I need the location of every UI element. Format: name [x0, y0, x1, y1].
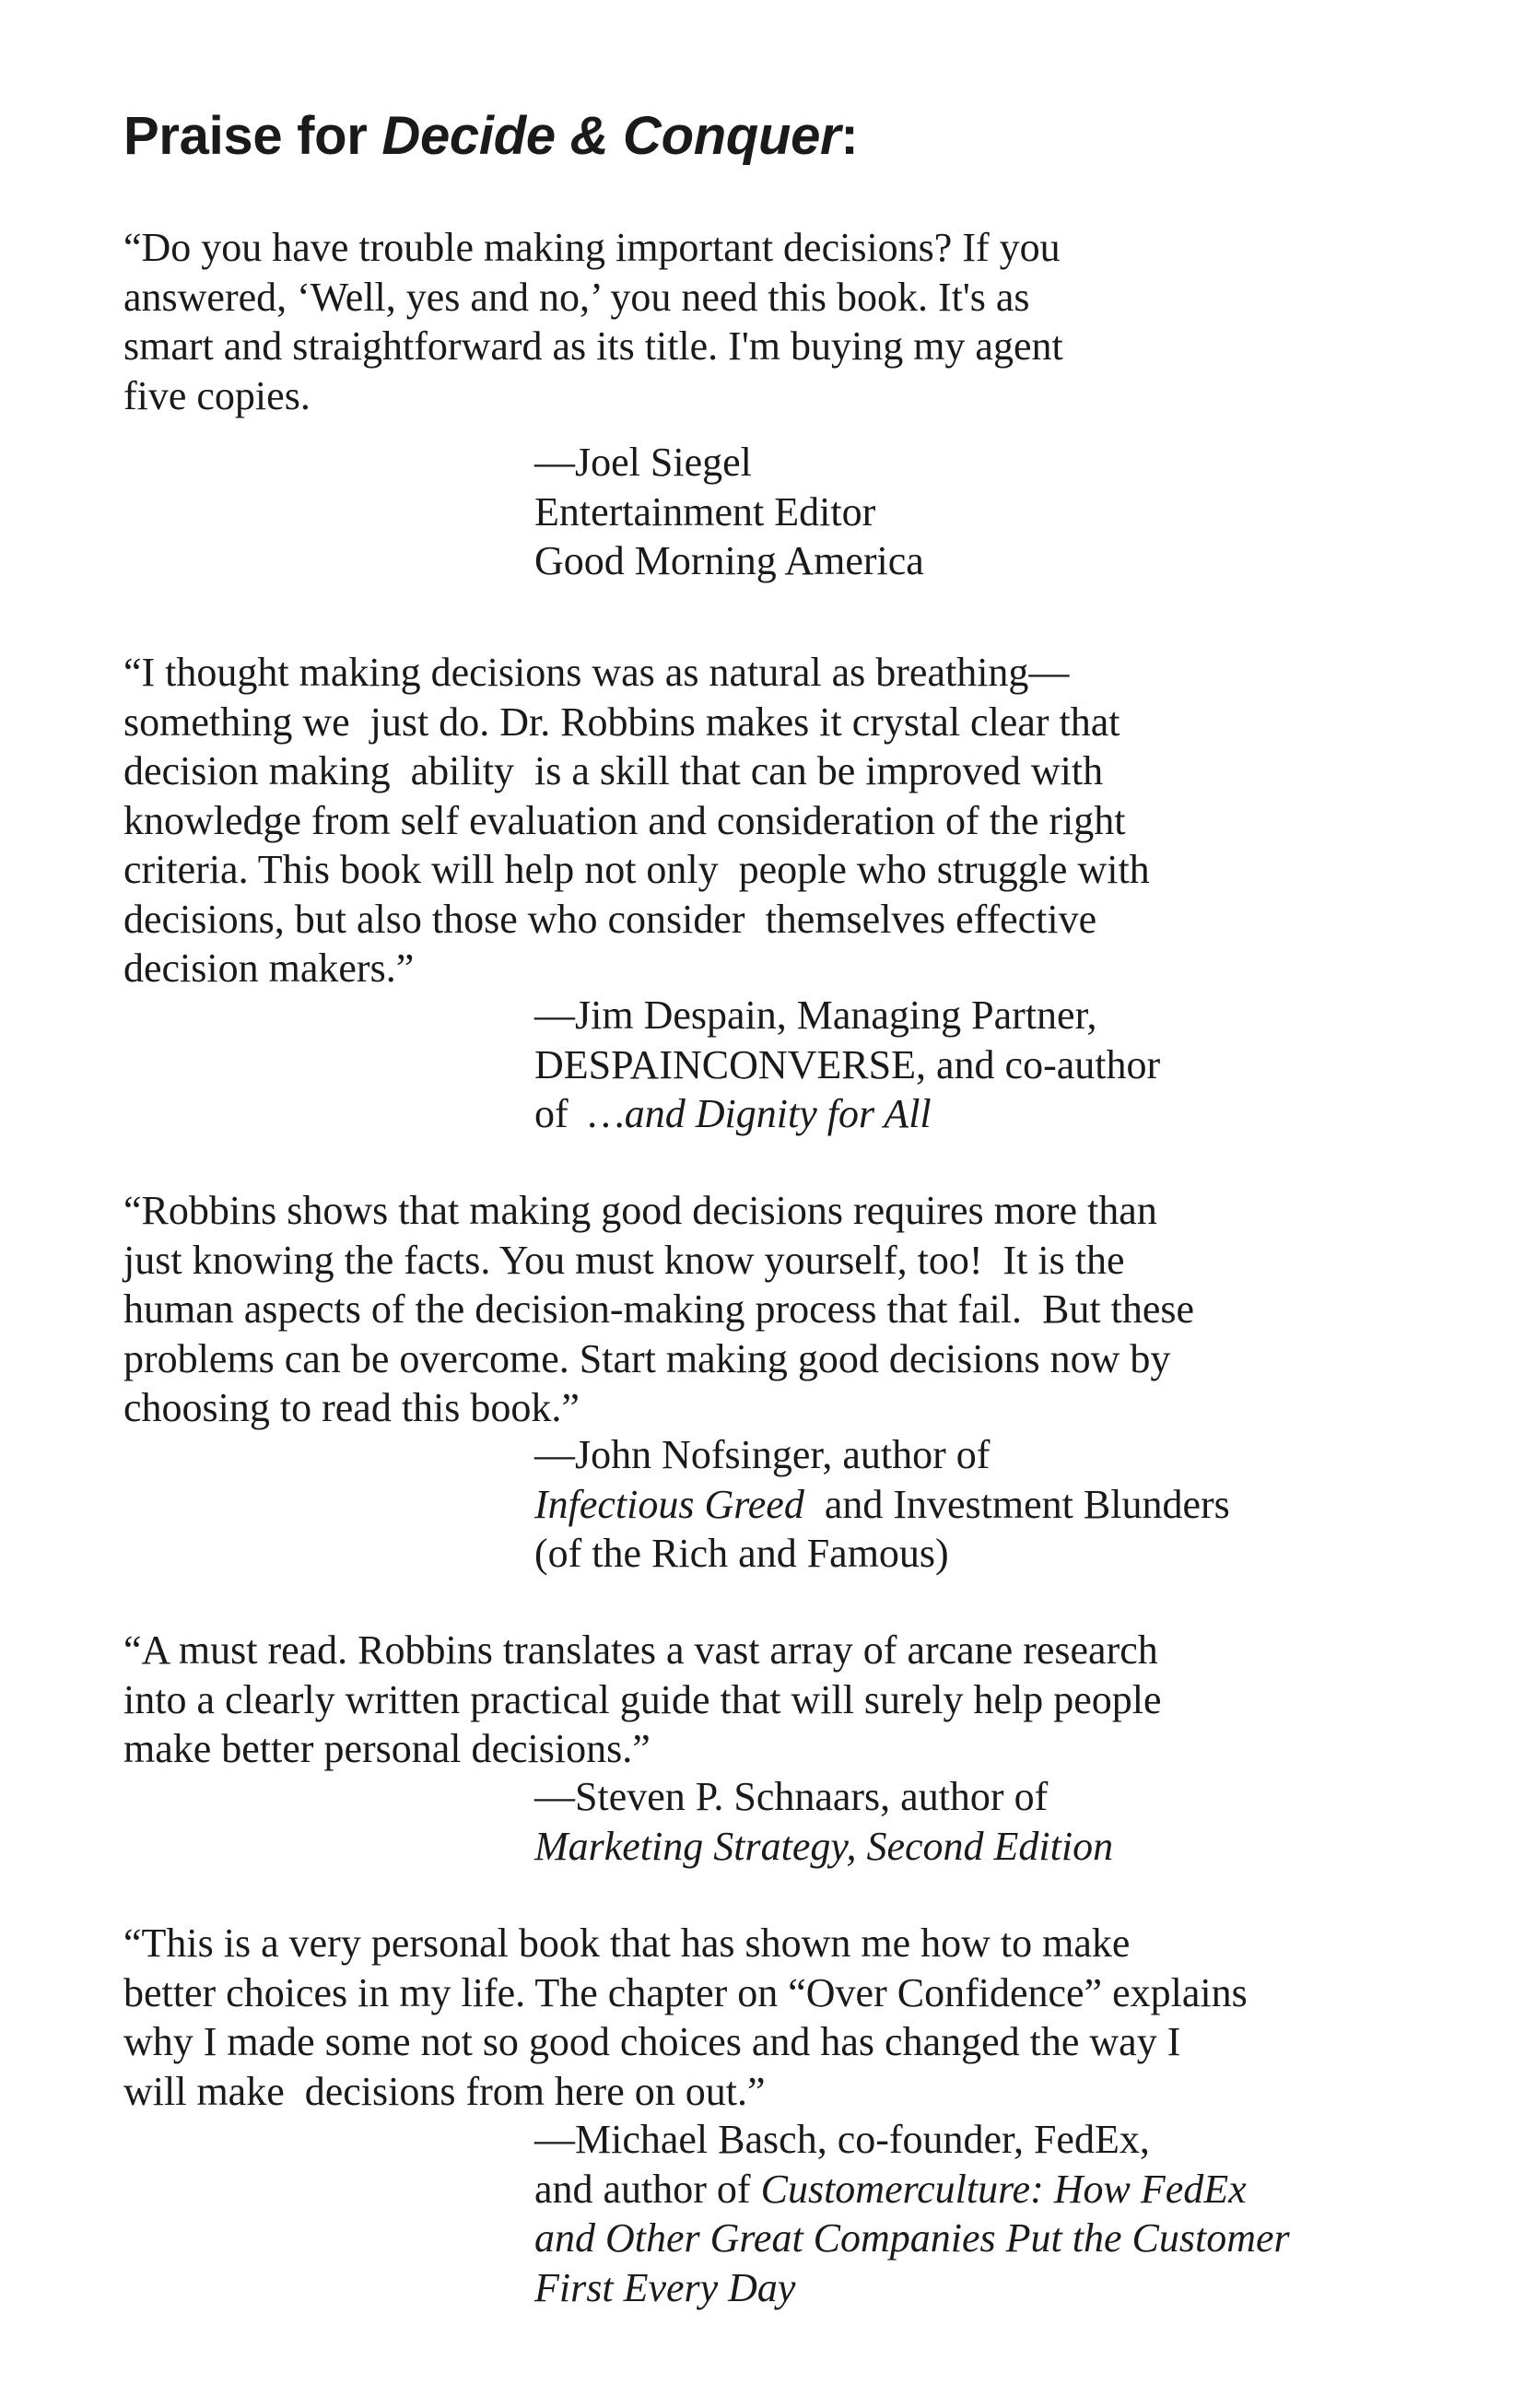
attribution-text: and Investment Blunders — [803, 1481, 1230, 1527]
quote-line: “Robbins shows that making good decisions requires more than — [123, 1188, 1157, 1233]
quote-line: will make decisions from here on out.” — [123, 2068, 766, 2114]
quote-line: decision makers.” — [123, 946, 415, 991]
testimonial-attribution — [534, 1772, 1456, 1871]
quote-line: into a clearly written practical guide that will surely help people — [123, 1676, 1162, 1722]
quote-line: five copies. — [123, 372, 311, 418]
book-title-italic: Infectious Greed — [534, 1481, 804, 1527]
quote-line: problems can be overcome. Start making good decisions now by — [123, 1335, 1171, 1381]
quote-line: choosing to read this book.” — [123, 1385, 580, 1430]
quote-line: “Do you have trouble making important decisions? If you — [123, 225, 1061, 270]
testimonial-attribution — [534, 991, 1456, 1139]
book-title-italic: Customerculture: How FedEx — [760, 2166, 1247, 2212]
attribution-text: of — [534, 1091, 589, 1136]
attribution-line — [534, 1480, 1456, 1530]
quote-line: smart and straightforward as its title. I'm buying my agent — [123, 323, 1063, 369]
attribution-line: Entertainment Editor — [534, 488, 876, 534]
quote-line: criteria. This book will help not only people who struggle with — [123, 847, 1150, 892]
quote-line: “A must read. Robbins translates a vast array of arcane research — [123, 1627, 1158, 1673]
testimonial-attribution — [534, 2115, 1456, 2312]
attribution-line: (of the Rich and Famous) — [534, 1531, 949, 1576]
testimonial-quote — [123, 1626, 1432, 1774]
testimonial-quote — [123, 223, 1432, 420]
attribution-line: —Joel Siegel — [534, 440, 752, 485]
book-title: Decide & Conquer — [381, 106, 841, 166]
attribution-line — [534, 2165, 1456, 2214]
quote-line: something we just do. Dr. Robbins makes it crystal clear that — [123, 699, 1120, 745]
quote-line: decisions, but also those who consider themselves effective — [123, 896, 1097, 942]
attribution-line: —John Nofsinger, author of — [534, 1432, 991, 1477]
testimonial-quote — [123, 1919, 1432, 2116]
attribution-line: —Jim Despain, Managing Partner, — [534, 993, 1097, 1038]
attribution-text: and author of — [534, 2166, 761, 2212]
quote-line: knowledge from self evaluation and consideration of the right — [123, 797, 1126, 843]
quote-line: “This is a very personal book that has shown me how to make — [123, 1921, 1131, 1966]
quote-line: make better personal decisions.” — [123, 1726, 651, 1771]
book-title-italic: and Other Great Companies Put the Customer — [534, 2215, 1290, 2261]
quote-line: answered, ‘Well, yes and no,’ you need this book. It's as — [123, 274, 1030, 320]
attribution-line — [534, 1089, 1456, 1139]
attribution-line: DESPAINCONVERSE, and co-author — [534, 1041, 1161, 1087]
testimonial-quote — [123, 1186, 1432, 1433]
quote-line: “I thought making decisions was as natural as breathing— — [123, 650, 1070, 695]
heading-prefix: Praise for — [123, 106, 382, 166]
quote-line: decision making ability is a skill that can be improved with — [123, 748, 1104, 793]
book-title-italic: First Every Day — [534, 2264, 796, 2310]
testimonial-quote — [123, 648, 1432, 993]
quote-line: better choices in my life. The chapter on “Over Confidence” explains — [123, 1969, 1248, 2015]
book-title-italic: Marketing Strategy, Second Edition — [534, 1823, 1114, 1869]
quote-line: just knowing the facts. You must know yourself, too! It is the — [123, 1237, 1125, 1283]
quote-line: human aspects of the decision-making process that fail. But these — [123, 1286, 1195, 1332]
book-title-italic: …and Dignity for All — [588, 1091, 932, 1136]
testimonial-attribution — [534, 438, 1456, 586]
testimonial-attribution — [534, 1430, 1456, 1579]
page-heading — [123, 100, 858, 173]
heading-suffix: : — [840, 106, 859, 166]
attribution-line: —Michael Basch, co-founder, FedEx, — [534, 2117, 1150, 2162]
attribution-line: —Steven P. Schnaars, author of — [534, 1774, 1049, 1819]
quote-line: why I made some not so good choices and has changed the way I — [123, 2019, 1181, 2064]
attribution-line: Good Morning America — [534, 538, 924, 583]
